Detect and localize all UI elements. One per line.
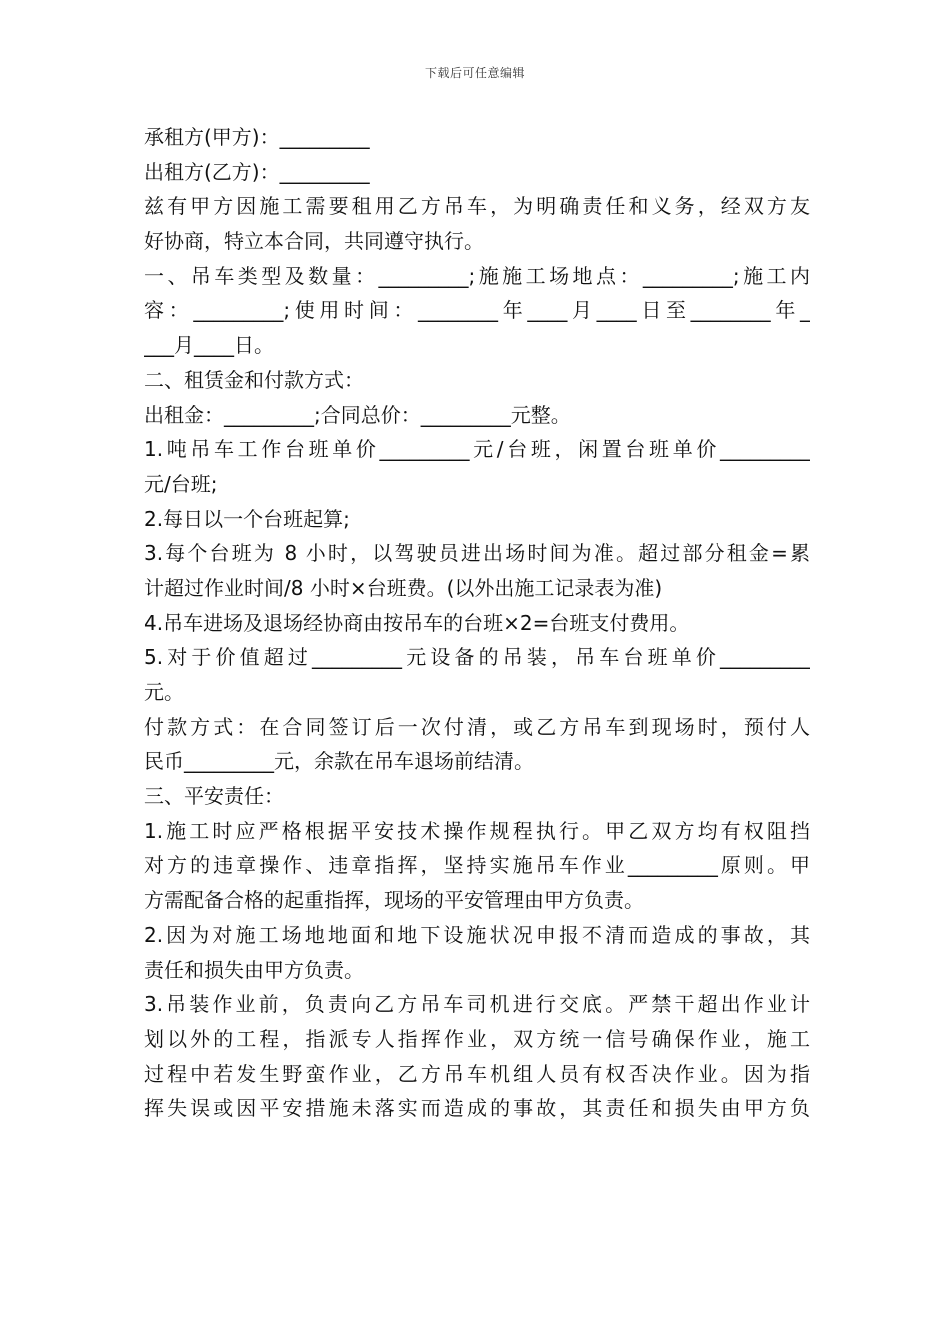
contract-body bbox=[144, 120, 810, 1126]
paragraph-line: 4.吊车进场及退场经协商由按吊车的台班×2=台班支付费用。 bbox=[144, 610, 690, 635]
paragraph-line: 划以外的工程，指派专人指挥作业，双方统一信号确保作业，施工 bbox=[144, 1026, 810, 1051]
paragraph-line: 好协商，特立本合同，共同遵守执行。 bbox=[144, 229, 484, 254]
paragraph-line: 民币_________元，余款在吊车退场前结清。 bbox=[144, 749, 534, 774]
paragraph-line: 2.每日以一个台班起算; bbox=[144, 506, 350, 531]
paragraph-line: 5.对于价值超过_________元设备的吊装，吊车台班单价_________ bbox=[144, 645, 810, 670]
paragraph-line: 方需配备合格的起重指挥，现场的平安管理由甲方负责。 bbox=[144, 888, 644, 913]
paragraph-line: 对方的违章操作、违章指挥，坚持实施吊车作业_________原则。甲 bbox=[144, 853, 810, 878]
section-heading: 二、租赁金和付款方式： bbox=[144, 367, 364, 392]
paragraph-line: 元/台班; bbox=[144, 471, 218, 496]
paragraph-line: 容：_________;使用时间：________年____月____日至________年_ bbox=[144, 298, 810, 323]
paragraph-line: 元。 bbox=[144, 680, 184, 704]
lessor-line: 出租方(乙方)：_________ bbox=[144, 159, 370, 184]
paragraph-line: 出租金：_________;合同总价：_________元整。 bbox=[144, 402, 571, 427]
page-header: 下载后可任意编辑 bbox=[424, 66, 525, 80]
section-heading: 三、平安责任： bbox=[144, 784, 284, 809]
paragraph-line: 3.每个台班为 8 小时，以驾驶员进出场时间为准。超过部分租金=累 bbox=[144, 541, 810, 566]
paragraph-line: 付款方式：在合同签订后一次付清，或乙方吊车到现场时，预付人 bbox=[144, 714, 810, 739]
paragraph-line: 过程中若发生野蛮作业，乙方吊车机组人员有权否决作业。因为指 bbox=[144, 1061, 810, 1086]
paragraph-line: 3.吊装作业前，负责向乙方吊车司机进行交底。严禁干超出作业计 bbox=[144, 992, 810, 1017]
paragraph-line: 2.因为对施工场地地面和地下设施状况申报不清而造成的事故，其 bbox=[144, 922, 810, 947]
paragraph-line: 计超过作业时间/8 小时×台班费。(以外出施工记录表为准) bbox=[144, 575, 663, 600]
lessee-line: 承租方(甲方)：_________ bbox=[144, 125, 370, 149]
paragraph-line: 1.吨吊车工作台班单价_________元/台班，闲置台班单价_________ bbox=[144, 437, 810, 462]
paragraph-line: 挥失误或因平安措施未落实而造成的事故，其责任和损失由甲方负 bbox=[144, 1096, 810, 1121]
paragraph-line: ___月____日。 bbox=[144, 333, 274, 358]
paragraph-line: 一、吊车类型及数量：_________;施施工场地点：_________;施工内 bbox=[144, 263, 810, 288]
paragraph-line: 责任和损失由甲方负责。 bbox=[144, 957, 364, 982]
paragraph-line: 1.施工时应严格根据平安技术操作规程执行。甲乙双方均有权阻挡 bbox=[144, 818, 810, 843]
paragraph-line: 兹有甲方因施工需要租用乙方吊车，为明确责任和义务，经双方友 bbox=[144, 194, 810, 219]
